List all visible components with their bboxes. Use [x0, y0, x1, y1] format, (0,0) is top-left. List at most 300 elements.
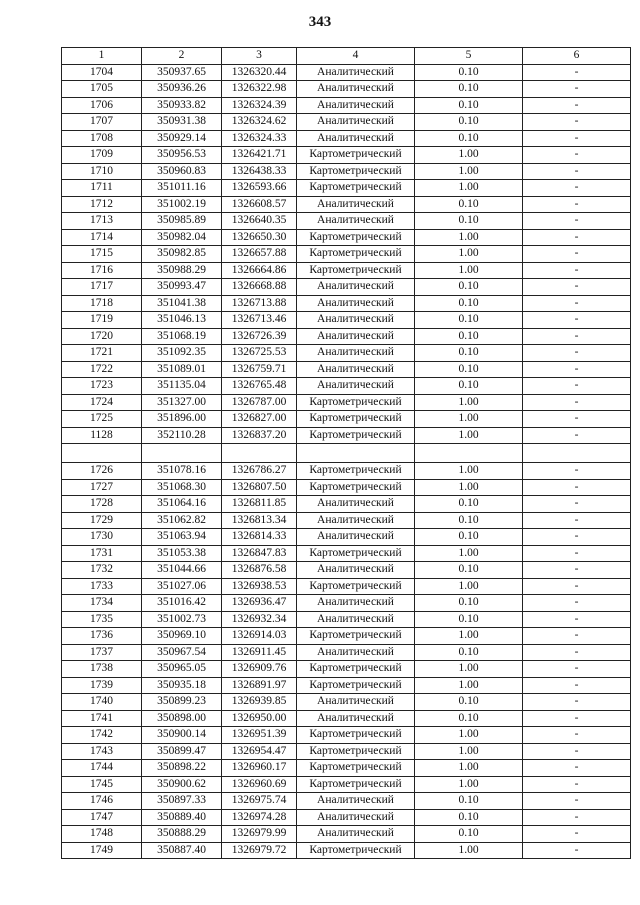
accuracy-cell: 1.00: [415, 427, 523, 444]
table-row: [62, 213, 631, 230]
method-cell: Аналитический: [297, 196, 415, 213]
x-coordinate-cell: 350897.33: [142, 793, 222, 810]
note-cell: -: [523, 312, 631, 329]
x-coordinate-cell: 352110.28: [142, 427, 222, 444]
method-cell: Аналитический: [297, 710, 415, 727]
table-row: [62, 826, 631, 843]
x-coordinate-cell: 350935.18: [142, 677, 222, 694]
table-row: [62, 114, 631, 131]
table-row: [62, 661, 631, 678]
note-cell: -: [523, 180, 631, 197]
x-coordinate-cell: 351041.38: [142, 295, 222, 312]
x-coordinate-cell: 351089.01: [142, 361, 222, 378]
x-coordinate-cell: 351063.94: [142, 529, 222, 546]
point-number-cell: 1741: [62, 710, 142, 727]
accuracy-cell: 0.10: [415, 809, 523, 826]
point-number-cell: 1704: [62, 64, 142, 81]
x-coordinate-cell: 351068.30: [142, 479, 222, 496]
point-number-cell: 1748: [62, 826, 142, 843]
accuracy-cell: 0.10: [415, 529, 523, 546]
method-cell: Аналитический: [297, 328, 415, 345]
note-cell: -: [523, 196, 631, 213]
accuracy-cell: 1.00: [415, 545, 523, 562]
point-number-cell: 1705: [62, 81, 142, 98]
method-cell: Аналитический: [297, 130, 415, 147]
header-cell: 2: [142, 48, 222, 65]
method-cell: Картометрический: [297, 229, 415, 246]
table-row: [62, 328, 631, 345]
accuracy-cell: 0.10: [415, 114, 523, 131]
note-cell: -: [523, 229, 631, 246]
accuracy-cell: [415, 444, 523, 463]
table-row: [62, 743, 631, 760]
y-coordinate-cell: 1326909.76: [222, 661, 297, 678]
table-row: [62, 246, 631, 263]
x-coordinate-cell: 350967.54: [142, 644, 222, 661]
point-number-cell: 1726: [62, 463, 142, 480]
accuracy-cell: 1.00: [415, 246, 523, 263]
y-coordinate-cell: 1326837.20: [222, 427, 297, 444]
note-cell: -: [523, 562, 631, 579]
note-cell: -: [523, 842, 631, 859]
method-cell: Аналитический: [297, 793, 415, 810]
x-coordinate-cell: 351327.00: [142, 394, 222, 411]
x-coordinate-cell: 351016.42: [142, 595, 222, 612]
point-number-cell: 1712: [62, 196, 142, 213]
note-cell: -: [523, 529, 631, 546]
table-row: [62, 562, 631, 579]
y-coordinate-cell: 1326726.39: [222, 328, 297, 345]
method-cell: Аналитический: [297, 114, 415, 131]
table-row: [62, 809, 631, 826]
table-row: [62, 229, 631, 246]
y-coordinate-cell: 1326960.17: [222, 760, 297, 777]
table-row: [62, 463, 631, 480]
y-coordinate-cell: 1326593.66: [222, 180, 297, 197]
x-coordinate-cell: 351027.06: [142, 578, 222, 595]
method-cell: Картометрический: [297, 776, 415, 793]
table-row: [62, 628, 631, 645]
note-cell: -: [523, 595, 631, 612]
x-coordinate-cell: 351053.38: [142, 545, 222, 562]
accuracy-cell: 0.10: [415, 97, 523, 114]
method-cell: [297, 444, 415, 463]
note-cell: -: [523, 394, 631, 411]
table-row: [62, 793, 631, 810]
point-number-cell: 1727: [62, 479, 142, 496]
y-coordinate-cell: 1326914.03: [222, 628, 297, 645]
header-cell: 3: [222, 48, 297, 65]
y-coordinate-cell: 1326786.27: [222, 463, 297, 480]
x-coordinate-cell: 350933.82: [142, 97, 222, 114]
x-coordinate-cell: 351078.16: [142, 463, 222, 480]
x-coordinate-cell: 350887.40: [142, 842, 222, 859]
point-number-cell: 1719: [62, 312, 142, 329]
y-coordinate-cell: 1326608.57: [222, 196, 297, 213]
point-number-cell: 1713: [62, 213, 142, 230]
method-cell: Картометрический: [297, 628, 415, 645]
y-coordinate-cell: 1326827.00: [222, 411, 297, 428]
point-number-cell: 1725: [62, 411, 142, 428]
x-coordinate-cell: 350899.23: [142, 694, 222, 711]
x-coordinate-cell: 350936.26: [142, 81, 222, 98]
method-cell: Аналитический: [297, 97, 415, 114]
accuracy-cell: 0.10: [415, 826, 523, 843]
y-coordinate-cell: 1326911.45: [222, 644, 297, 661]
accuracy-cell: 1.00: [415, 628, 523, 645]
note-cell: -: [523, 545, 631, 562]
x-coordinate-cell: 350929.14: [142, 130, 222, 147]
accuracy-cell: 1.00: [415, 394, 523, 411]
accuracy-cell: 1.00: [415, 776, 523, 793]
point-number-cell: 1743: [62, 743, 142, 760]
table-row: [62, 279, 631, 296]
point-number-cell: 1708: [62, 130, 142, 147]
point-number-cell: 1734: [62, 595, 142, 612]
y-coordinate-cell: 1326725.53: [222, 345, 297, 362]
method-cell: Картометрический: [297, 394, 415, 411]
table-row-gap: [62, 444, 631, 463]
accuracy-cell: 1.00: [415, 578, 523, 595]
y-coordinate-cell: 1326954.47: [222, 743, 297, 760]
point-number-cell: 1747: [62, 809, 142, 826]
table-row: [62, 427, 631, 444]
point-number-cell: 1736: [62, 628, 142, 645]
method-cell: Картометрический: [297, 578, 415, 595]
y-coordinate-cell: 1326932.34: [222, 611, 297, 628]
accuracy-cell: 1.00: [415, 743, 523, 760]
accuracy-cell: 0.10: [415, 64, 523, 81]
table-row: [62, 295, 631, 312]
accuracy-cell: 0.10: [415, 694, 523, 711]
y-coordinate-cell: 1326713.46: [222, 312, 297, 329]
table-row: [62, 130, 631, 147]
note-cell: -: [523, 378, 631, 395]
y-coordinate-cell: 1326787.00: [222, 394, 297, 411]
y-coordinate-cell: 1326813.34: [222, 512, 297, 529]
point-number-cell: 1715: [62, 246, 142, 263]
note-cell: -: [523, 213, 631, 230]
note-cell: -: [523, 809, 631, 826]
method-cell: Картометрический: [297, 743, 415, 760]
note-cell: [523, 444, 631, 463]
note-cell: -: [523, 793, 631, 810]
y-coordinate-cell: 1326765.48: [222, 378, 297, 395]
accuracy-cell: 0.10: [415, 710, 523, 727]
x-coordinate-cell: 351062.82: [142, 512, 222, 529]
note-cell: -: [523, 776, 631, 793]
note-cell: -: [523, 611, 631, 628]
point-number-cell: 1730: [62, 529, 142, 546]
point-number-cell: 1717: [62, 279, 142, 296]
note-cell: -: [523, 710, 631, 727]
point-number-cell: 1718: [62, 295, 142, 312]
table-row: [62, 180, 631, 197]
accuracy-cell: 1.00: [415, 163, 523, 180]
header-cell: 5: [415, 48, 523, 65]
table-row: [62, 378, 631, 395]
point-number-cell: 1729: [62, 512, 142, 529]
y-coordinate-cell: 1326979.72: [222, 842, 297, 859]
table-row: [62, 262, 631, 279]
table-row: [62, 81, 631, 98]
accuracy-cell: 1.00: [415, 760, 523, 777]
point-number-cell: 1722: [62, 361, 142, 378]
x-coordinate-cell: 350965.05: [142, 661, 222, 678]
method-cell: Аналитический: [297, 611, 415, 628]
y-coordinate-cell: 1326876.58: [222, 562, 297, 579]
method-cell: Аналитический: [297, 644, 415, 661]
method-cell: Картометрический: [297, 262, 415, 279]
method-cell: Аналитический: [297, 361, 415, 378]
y-coordinate-cell: [222, 444, 297, 463]
x-coordinate-cell: 350900.62: [142, 776, 222, 793]
table-row: [62, 312, 631, 329]
point-number-cell: 1709: [62, 147, 142, 164]
method-cell: Картометрический: [297, 479, 415, 496]
x-coordinate-cell: 351002.73: [142, 611, 222, 628]
accuracy-cell: 1.00: [415, 180, 523, 197]
table-row: [62, 361, 631, 378]
y-coordinate-cell: 1326975.74: [222, 793, 297, 810]
point-number-cell: 1745: [62, 776, 142, 793]
note-cell: -: [523, 81, 631, 98]
point-number-cell: 1737: [62, 644, 142, 661]
accuracy-cell: 1.00: [415, 661, 523, 678]
method-cell: Аналитический: [297, 312, 415, 329]
note-cell: -: [523, 512, 631, 529]
method-cell: Картометрический: [297, 411, 415, 428]
note-cell: -: [523, 578, 631, 595]
method-cell: Аналитический: [297, 595, 415, 612]
accuracy-cell: 0.10: [415, 345, 523, 362]
note-cell: -: [523, 262, 631, 279]
point-number-cell: 1744: [62, 760, 142, 777]
method-cell: Картометрический: [297, 180, 415, 197]
note-cell: -: [523, 479, 631, 496]
accuracy-cell: 0.10: [415, 130, 523, 147]
y-coordinate-cell: 1326951.39: [222, 727, 297, 744]
note-cell: -: [523, 328, 631, 345]
x-coordinate-cell: 350889.40: [142, 809, 222, 826]
method-cell: Аналитический: [297, 213, 415, 230]
point-number-cell: 1724: [62, 394, 142, 411]
method-cell: Аналитический: [297, 529, 415, 546]
point-number-cell: [62, 444, 142, 463]
y-coordinate-cell: 1326657.88: [222, 246, 297, 263]
x-coordinate-cell: 350898.22: [142, 760, 222, 777]
y-coordinate-cell: 1326320.44: [222, 64, 297, 81]
accuracy-cell: 0.10: [415, 562, 523, 579]
accuracy-cell: 1.00: [415, 677, 523, 694]
x-coordinate-cell: 350985.89: [142, 213, 222, 230]
method-cell: Картометрический: [297, 677, 415, 694]
x-coordinate-cell: 350898.00: [142, 710, 222, 727]
y-coordinate-cell: 1326759.71: [222, 361, 297, 378]
accuracy-cell: 0.10: [415, 312, 523, 329]
x-coordinate-cell: 351044.66: [142, 562, 222, 579]
accuracy-cell: 0.10: [415, 81, 523, 98]
table-row: [62, 545, 631, 562]
note-cell: -: [523, 147, 631, 164]
point-number-cell: 1740: [62, 694, 142, 711]
point-number-cell: 1735: [62, 611, 142, 628]
point-number-cell: 1723: [62, 378, 142, 395]
y-coordinate-cell: 1326640.35: [222, 213, 297, 230]
point-number-cell: 1738: [62, 661, 142, 678]
table-row: [62, 760, 631, 777]
point-number-cell: 1706: [62, 97, 142, 114]
method-cell: Картометрический: [297, 246, 415, 263]
table-row: [62, 677, 631, 694]
method-cell: Аналитический: [297, 81, 415, 98]
point-number-cell: 1731: [62, 545, 142, 562]
y-coordinate-cell: 1326322.98: [222, 81, 297, 98]
note-cell: -: [523, 694, 631, 711]
x-coordinate-cell: 350993.47: [142, 279, 222, 296]
accuracy-cell: 1.00: [415, 842, 523, 859]
point-number-cell: 1716: [62, 262, 142, 279]
accuracy-cell: 0.10: [415, 279, 523, 296]
x-coordinate-cell: 351068.19: [142, 328, 222, 345]
note-cell: -: [523, 628, 631, 645]
point-number-cell: 1721: [62, 345, 142, 362]
point-number-cell: 1710: [62, 163, 142, 180]
table-row: [62, 479, 631, 496]
note-cell: -: [523, 496, 631, 513]
x-coordinate-cell: 350982.85: [142, 246, 222, 263]
note-cell: -: [523, 727, 631, 744]
note-cell: -: [523, 130, 631, 147]
table-row: [62, 411, 631, 428]
accuracy-cell: 0.10: [415, 295, 523, 312]
accuracy-cell: 1.00: [415, 411, 523, 428]
y-coordinate-cell: 1326650.30: [222, 229, 297, 246]
x-coordinate-cell: 351135.04: [142, 378, 222, 395]
x-coordinate-cell: 351064.16: [142, 496, 222, 513]
method-cell: Аналитический: [297, 345, 415, 362]
method-cell: Аналитический: [297, 295, 415, 312]
table-row: [62, 163, 631, 180]
y-coordinate-cell: 1326979.99: [222, 826, 297, 843]
method-cell: Аналитический: [297, 496, 415, 513]
accuracy-cell: 0.10: [415, 793, 523, 810]
header-cell: 4: [297, 48, 415, 65]
coordinates-table: [61, 47, 631, 859]
note-cell: -: [523, 661, 631, 678]
accuracy-cell: 0.10: [415, 213, 523, 230]
x-coordinate-cell: 351002.19: [142, 196, 222, 213]
x-coordinate-cell: 350960.83: [142, 163, 222, 180]
y-coordinate-cell: 1326811.85: [222, 496, 297, 513]
accuracy-cell: 0.10: [415, 644, 523, 661]
method-cell: Аналитический: [297, 378, 415, 395]
method-cell: Картометрический: [297, 427, 415, 444]
note-cell: -: [523, 163, 631, 180]
note-cell: -: [523, 644, 631, 661]
y-coordinate-cell: 1326438.33: [222, 163, 297, 180]
table-row: [62, 147, 631, 164]
method-cell: Картометрический: [297, 842, 415, 859]
x-coordinate-cell: 350931.38: [142, 114, 222, 131]
header-cell: 1: [62, 48, 142, 65]
y-coordinate-cell: 1326847.83: [222, 545, 297, 562]
y-coordinate-cell: 1326960.69: [222, 776, 297, 793]
x-coordinate-cell: 350899.47: [142, 743, 222, 760]
accuracy-cell: 0.10: [415, 611, 523, 628]
method-cell: Аналитический: [297, 809, 415, 826]
point-number-cell: 1732: [62, 562, 142, 579]
method-cell: Аналитический: [297, 694, 415, 711]
point-number-cell: 1739: [62, 677, 142, 694]
note-cell: -: [523, 743, 631, 760]
point-number-cell: 1720: [62, 328, 142, 345]
point-number-cell: 1733: [62, 578, 142, 595]
point-number-cell: 1749: [62, 842, 142, 859]
table-row: [62, 710, 631, 727]
point-number-cell: 1742: [62, 727, 142, 744]
table-row: [62, 529, 631, 546]
x-coordinate-cell: 350956.53: [142, 147, 222, 164]
header-cell: 6: [523, 48, 631, 65]
table-row: [62, 345, 631, 362]
point-number-cell: 1128: [62, 427, 142, 444]
accuracy-cell: 1.00: [415, 479, 523, 496]
note-cell: -: [523, 97, 631, 114]
point-number-cell: 1714: [62, 229, 142, 246]
y-coordinate-cell: 1326421.71: [222, 147, 297, 164]
y-coordinate-cell: 1326324.39: [222, 97, 297, 114]
y-coordinate-cell: 1326807.50: [222, 479, 297, 496]
accuracy-cell: 1.00: [415, 262, 523, 279]
method-cell: Картометрический: [297, 727, 415, 744]
x-coordinate-cell: 350937.65: [142, 64, 222, 81]
note-cell: -: [523, 345, 631, 362]
accuracy-cell: 0.10: [415, 512, 523, 529]
table-row: [62, 611, 631, 628]
table-row: [62, 578, 631, 595]
method-cell: Аналитический: [297, 826, 415, 843]
y-coordinate-cell: 1326713.88: [222, 295, 297, 312]
method-cell: Картометрический: [297, 760, 415, 777]
x-coordinate-cell: 350900.14: [142, 727, 222, 744]
y-coordinate-cell: 1326814.33: [222, 529, 297, 546]
table-body: [62, 64, 631, 859]
accuracy-cell: 1.00: [415, 147, 523, 164]
table-row: [62, 496, 631, 513]
method-cell: Картометрический: [297, 147, 415, 164]
accuracy-cell: 0.10: [415, 361, 523, 378]
table-header-row: [62, 48, 631, 65]
note-cell: -: [523, 64, 631, 81]
table-row: [62, 727, 631, 744]
x-coordinate-cell: 350988.29: [142, 262, 222, 279]
point-number-cell: 1728: [62, 496, 142, 513]
x-coordinate-cell: 351092.35: [142, 345, 222, 362]
point-number-cell: 1711: [62, 180, 142, 197]
y-coordinate-cell: 1326974.28: [222, 809, 297, 826]
accuracy-cell: 0.10: [415, 378, 523, 395]
table-row: [62, 512, 631, 529]
accuracy-cell: 1.00: [415, 229, 523, 246]
table-row: [62, 394, 631, 411]
note-cell: -: [523, 826, 631, 843]
accuracy-cell: 0.10: [415, 196, 523, 213]
note-cell: -: [523, 114, 631, 131]
y-coordinate-cell: 1326938.53: [222, 578, 297, 595]
accuracy-cell: 1.00: [415, 727, 523, 744]
x-coordinate-cell: 350982.04: [142, 229, 222, 246]
